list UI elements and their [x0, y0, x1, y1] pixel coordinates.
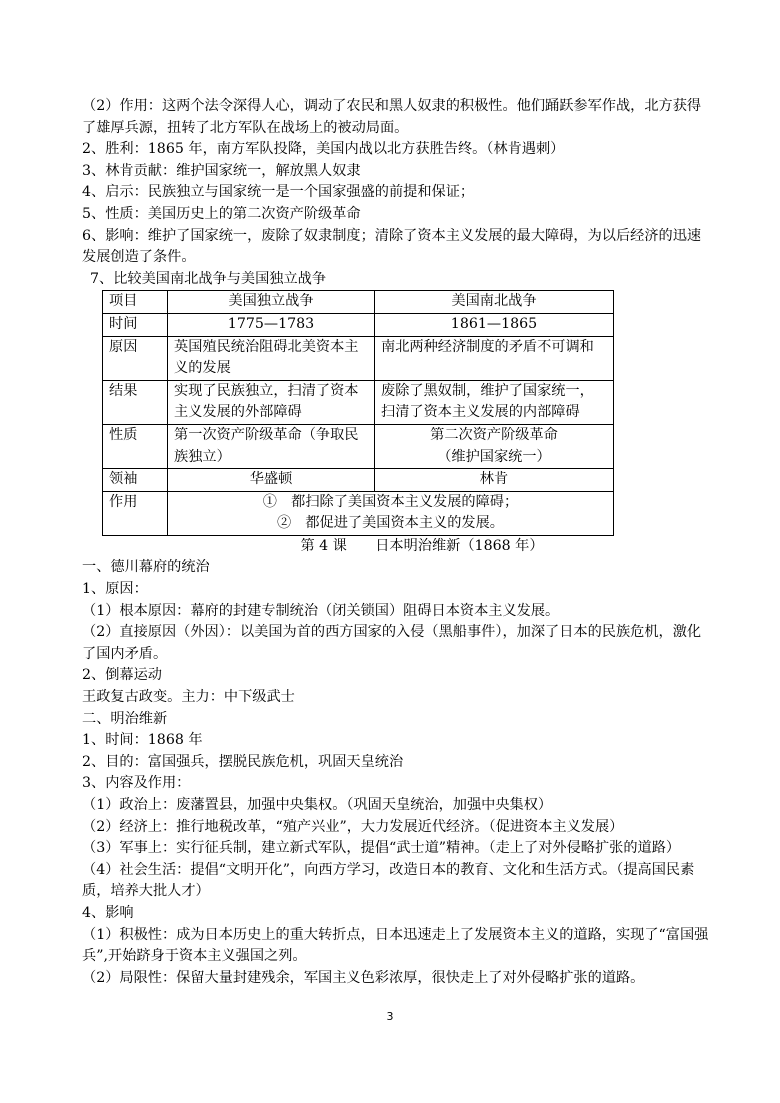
- header-cell: 美国南北战争: [375, 291, 614, 314]
- paragraph: （1）根本原因：幕府的封建专制统治（闭关锁国）阻碍日本资本主义发展。: [82, 602, 560, 619]
- cell-line: ① 都扫除了美国资本主义发展的障碍；: [262, 493, 519, 510]
- row-label: 原因: [103, 336, 168, 380]
- paragraph: （2）局限性：保留大量封建残余，军国主义色彩浓厚，很快走上了对外侵略扩张的道路。: [82, 969, 645, 986]
- table-cell: [375, 424, 614, 468]
- row-label: 性质: [103, 424, 168, 468]
- table-header-row: [103, 291, 614, 314]
- table-cell: 林肯: [375, 469, 614, 492]
- cell-line: ② 都促进了美国资本主义的发展。: [276, 515, 504, 532]
- table-cell: [168, 491, 614, 535]
- paragraph: 3、林肯贡献：维护国家统一，解放黑人奴隶: [82, 162, 361, 179]
- row-label: 领袖: [103, 469, 168, 492]
- section-heading: 一、德川幕府的统治: [82, 559, 210, 576]
- paragraph: 2、胜利：1865 年，南方军队投降，美国内战以北方获胜告终。（林肯遇刺）: [82, 141, 565, 158]
- table-row: [103, 336, 614, 380]
- table-cell: 英国殖民统治阻碍北美资本主义的发展: [168, 336, 375, 380]
- paragraph: （2）作用：这两个法令深得人心，调动了农民和黑人奴隶的积极性。他们踊跃参军作战，北方获得了雄厚兵源，扭转了北方军队在战场上的被动局面。: [82, 98, 702, 136]
- header-cell: 美国独立战争: [168, 291, 375, 314]
- table-cell: 1775—1783: [168, 313, 375, 336]
- paragraph: （2）直接原因（外因）：以美国为首的西方国家的入侵（黑船事件），加深了日本的民族危机，激化了国内矛盾。: [82, 624, 702, 662]
- paragraph: 2、倒幕运动: [82, 667, 162, 684]
- table-row: [103, 469, 614, 492]
- paragraph: 1、时间：1868 年: [82, 732, 203, 749]
- paragraph: （2）经济上：推行地税改革，“殖产兴业”，大力发展近代经济。（促进资本主义发展）: [82, 818, 624, 835]
- table-row: [103, 313, 614, 336]
- section-heading: 二、明治维新: [82, 710, 168, 727]
- table-cell: 实现了民族独立，扫清了资本主义发展的外部障碍: [168, 380, 375, 424]
- paragraph: 2、目的：富国强兵，摆脱民族危机，巩固天皇统治: [82, 753, 404, 770]
- row-label: 时间: [103, 313, 168, 336]
- document-page: [82, 96, 712, 989]
- table-cell: 1861—1865: [375, 313, 614, 336]
- paragraph: 4、启示：民族独立与国家统一是一个国家强盛的前提和保证；: [82, 184, 475, 201]
- paragraph: 5、性质：美国历史上的第二次资产阶级革命: [82, 205, 361, 222]
- table-cell: 第一次资产阶级革命（争取民族独立）: [168, 424, 375, 468]
- paragraph: 1、原因：: [82, 581, 148, 598]
- table-cell: 废除了黑奴制，维护了国家统一，扫清了资本主义发展的内部障碍: [375, 380, 614, 424]
- paragraph: 4、影响: [82, 904, 134, 921]
- table-caption: 7、比较美国南北战争与美国独立战争: [90, 270, 327, 287]
- cell-line: （维护国家统一）: [437, 448, 551, 465]
- paragraph: 王政复古政变。主力：中下级武士: [82, 689, 295, 706]
- paragraph: 6、影响：维护了国家统一，废除了奴隶制度；清除了资本主义发展的最大障碍，为以后经济的迅速发展创造了条件。: [82, 227, 702, 266]
- paragraph: （3）军事上：实行征兵制，建立新式军队，提倡“武士道”精神。（走上了对外侵略扩张的道路）: [82, 840, 681, 857]
- cell-line: 第二次资产阶级革命: [430, 426, 558, 443]
- paragraph: 3、内容及作用：: [82, 775, 191, 792]
- table-row: [103, 424, 614, 468]
- paragraph: （1）政治上：废藩置县，加强中央集权。（巩固天皇统治，加强中央集权）: [82, 797, 553, 813]
- lesson-title: 第 4 课 日本明治维新（1868 年）: [300, 537, 544, 554]
- table-row: [103, 491, 614, 535]
- table-cell: 南北两种经济制度的矛盾不可调和: [375, 336, 614, 380]
- table-cell: 华盛顿: [168, 469, 375, 492]
- paragraph: （1）积极性：成为日本历史上的重大转折点，日本迅速走上了发展资本主义的道路，实现了“富国强兵”,开始跻身于资本主义强国之列。: [82, 926, 709, 965]
- page-number: 3: [386, 1010, 394, 1023]
- row-label: 结果: [103, 380, 168, 424]
- comparison-table: [102, 290, 614, 536]
- table-row: [103, 380, 614, 424]
- row-label: 作用: [103, 491, 168, 535]
- header-cell: 项目: [103, 291, 168, 314]
- paragraph: （4）社会生活：提倡“文明开化”，向西方学习，改造日本的教育、文化和生活方式。（提高国民素质，培养大批人才）: [82, 861, 695, 900]
